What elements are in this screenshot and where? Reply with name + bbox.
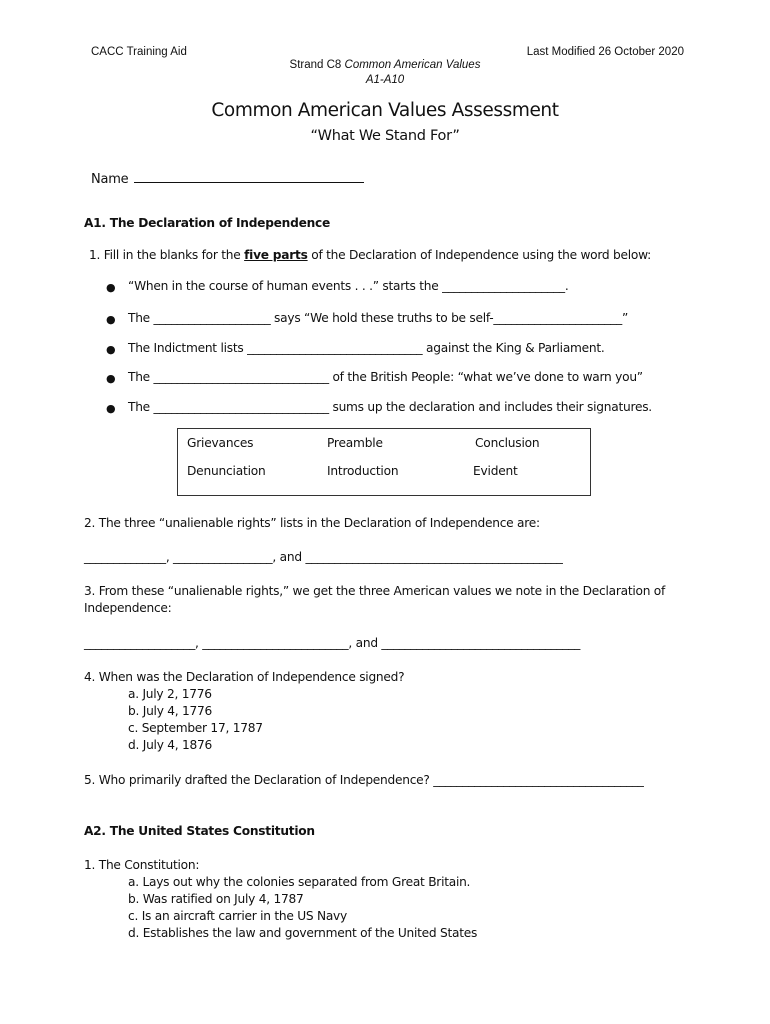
- a1-question-3-line1: 3. From these “unalienable rights,” we get the three American values we note in the Declaration of: [84, 584, 666, 598]
- bullet-dot: ●: [106, 313, 116, 326]
- page-title: Common American Values Assessment: [211, 100, 559, 121]
- name-blank[interactable]: [134, 170, 364, 183]
- strand-range-text: A1-A10: [365, 74, 405, 86]
- q3-answer-blanks[interactable]: ___________________, _________________________, and __________________________________: [84, 636, 581, 650]
- bullet-dot: ●: [106, 343, 116, 356]
- q4-option[interactable]: a. July 2, 1776: [128, 687, 212, 701]
- name-label: Name: [91, 172, 129, 187]
- a1-question-2: 2. The three “unalienable rights” lists in the Declaration of Independence are:: [84, 516, 540, 530]
- q1-pre: 1. Fill in the blanks for the: [89, 248, 245, 262]
- q2-answer-blanks[interactable]: ______________, _________________, and ____________________________________________: [84, 550, 563, 564]
- word-bank-word: Preamble: [327, 436, 383, 450]
- page-subtitle: “What We Stand For”: [310, 128, 460, 144]
- q4-option[interactable]: c. September 17, 1787: [128, 721, 263, 735]
- name-field[interactable]: [91, 170, 364, 187]
- word-bank-word: Denunciation: [187, 464, 266, 478]
- a1-question-3-line2: Independence:: [84, 601, 172, 615]
- a2-q1-option[interactable]: d. Establishes the law and government of the United States: [128, 926, 478, 940]
- q4-option[interactable]: b. July 4, 1776: [128, 704, 213, 718]
- a2-q1-option[interactable]: b. Was ratified on July 4, 1787: [128, 892, 304, 906]
- a2-q1-option[interactable]: a. Lays out why the colonies separated from Great Britain.: [128, 875, 471, 889]
- bullet-item: The Indictment lists ______________________________ against the King & Parliament.: [128, 341, 605, 355]
- word-bank-word: Conclusion: [475, 436, 540, 450]
- bullet-dot: ●: [106, 281, 116, 294]
- header-center: [0, 58, 770, 88]
- section-a2-heading: A2. The United States Constitution: [84, 824, 315, 838]
- bullet-dot: ●: [106, 402, 116, 415]
- strand-prefix: Strand C8: [289, 59, 345, 71]
- word-bank-word: Grievances: [187, 436, 254, 450]
- section-a1-heading: A1. The Declaration of Independence: [84, 216, 331, 230]
- bullet-item: The ______________________________ sums up the declaration and includes their signatures.: [128, 400, 652, 414]
- word-bank-box: [177, 428, 591, 496]
- a1-question-5[interactable]: 5. Who primarily drafted the Declaration of Independence? ____________________________________: [84, 773, 644, 787]
- strand-line: [0, 58, 770, 73]
- strand-title: Common American Values: [344, 59, 481, 71]
- word-bank-word: Evident: [473, 464, 518, 478]
- header-left: CACC Training Aid: [91, 46, 187, 58]
- strand-range: [0, 73, 770, 88]
- bullet-dot: ●: [106, 372, 116, 385]
- q1-post: of the Declaration of Independence using the word below:: [307, 248, 652, 262]
- a2-q1-option[interactable]: c. Is an aircraft carrier in the US Navy: [128, 909, 347, 923]
- a1-question-1: [89, 248, 651, 262]
- word-bank-word: Introduction: [327, 464, 399, 478]
- bullet-item: The ____________________ says “We hold these truths to be self-______________________”: [128, 311, 629, 325]
- header-right: Last Modified 26 October 2020: [526, 46, 684, 58]
- q1-emphasis: five parts: [244, 248, 308, 262]
- a1-question-4: 4. When was the Declaration of Independence signed?: [84, 670, 405, 684]
- a2-question-1: 1. The Constitution:: [84, 858, 200, 872]
- bullet-item: “When in the course of human events . . .” starts the _____________________.: [128, 279, 569, 293]
- bullet-item: The ______________________________ of the British People: “what we’ve done to warn you”: [128, 370, 643, 384]
- q4-option[interactable]: d. July 4, 1876: [128, 738, 213, 752]
